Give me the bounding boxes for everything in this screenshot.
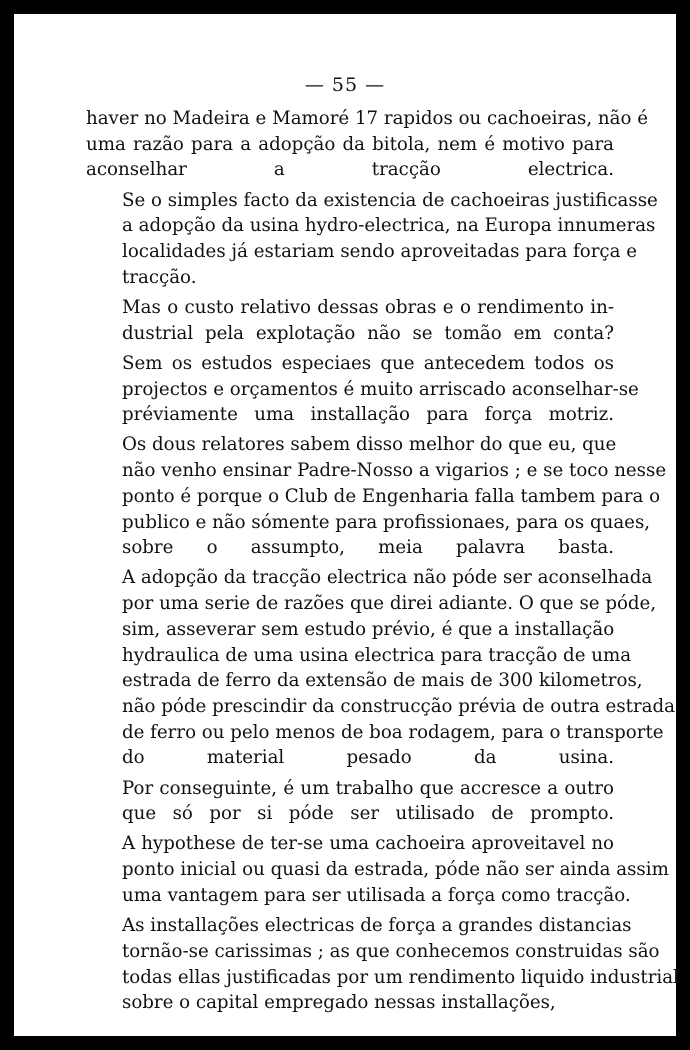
text-line: tracção. — [122, 266, 197, 288]
text-line: Os dous relatores sabem disso melhor do que eu, que — [122, 434, 617, 456]
text-line: não póde prescindir da construcção prévia de outra estrada — [122, 695, 675, 717]
text-line: projectos e orçamentos é muito arriscado aconselhar-se — [122, 378, 639, 400]
text-line: As installações electricas de força a grandes distancias — [122, 915, 632, 937]
paragraph-4 — [86, 351, 639, 428]
text-line: sobre o capital empregado nessas installações, — [122, 992, 556, 1014]
text-line: publico e não sómente para profissionaes, para os quaes, — [122, 511, 651, 533]
text-line: todas ellas justificadas por um rendimento liquido industrial — [122, 966, 679, 988]
text-line: de ferro ou pelo menos de boa rodagem, para o transporte — [122, 721, 664, 743]
text-line: ponto é porque o Club de Engenharia falla tambem para o — [122, 485, 661, 507]
text-line: Mas o custo relativo dessas obras e o rendimento in- — [122, 296, 614, 318]
paragraph-3 — [86, 295, 614, 346]
body-text — [86, 106, 679, 1020]
text-line: uma vantagem para ser utilisada a força como tracção. — [122, 884, 631, 906]
text-line: tornão-se carissimas ; as que conhecemos construidas são — [122, 940, 660, 962]
text-line: Se o simples facto da existencia de cachoeiras justificasse — [122, 189, 658, 211]
text-line: localidades já estariam sendo aproveitadas para força e — [122, 241, 638, 263]
page-number: — 55 — — [304, 74, 386, 96]
text-line: sobre o assumpto, meia palavra basta. — [122, 537, 614, 559]
text-line: não venho ensinar Padre-Nosso a vigarios ; e se toco nesse — [122, 460, 667, 482]
text-line: do material pesado da usina. — [122, 747, 614, 769]
paragraph-8 — [86, 831, 669, 908]
paragraph-9 — [86, 913, 679, 1016]
text-line: préviamente uma installação para força motriz. — [122, 404, 614, 426]
text-line: ponto inicial ou quasi da estrada, póde não ser ainda assim — [122, 859, 669, 881]
text-line: por uma serie de razões que direi adiante. O que se póde, — [122, 593, 657, 615]
text-line: Por conseguinte, é um trabalho que accresce a outro — [122, 777, 614, 799]
text-line: uma razão para a adopção da bitola, nem é motivo para — [86, 133, 614, 155]
paragraph-1 — [86, 106, 648, 183]
book-page — [14, 14, 679, 1036]
paragraph-2 — [86, 188, 658, 291]
text-line: sim, asseverar sem estudo prévio, é que a installação — [122, 618, 615, 640]
text-line: que só por si póde ser utilisado de prompto. — [122, 803, 614, 825]
text-line: hydraulica de uma usina electrica para tracção de uma — [122, 644, 632, 666]
text-line: a adopção da usina hydro-electrica, na Europa innumeras — [122, 215, 656, 237]
text-line: haver no Madeira e Mamoré 17 rapidos ou cachoeiras, não é — [86, 108, 648, 129]
text-line: A adopção da tracção electrica não póde ser aconselhada — [122, 567, 653, 589]
text-line: aconselhar a tracção electrica. — [86, 159, 614, 181]
text-line: Sem os estudos especiaes que antecedem todos os — [122, 352, 614, 374]
paragraph-7 — [86, 776, 614, 827]
text-line: dustrial pela explotação não se tomão em conta? — [122, 322, 614, 344]
paragraph-5 — [86, 432, 667, 561]
text-line: A hypothese de ter-se uma cachoeira aproveitavel no — [122, 833, 614, 855]
text-line: estrada de ferro da extensão de mais de 300 kilometros, — [122, 670, 643, 692]
paragraph-6 — [86, 565, 675, 771]
